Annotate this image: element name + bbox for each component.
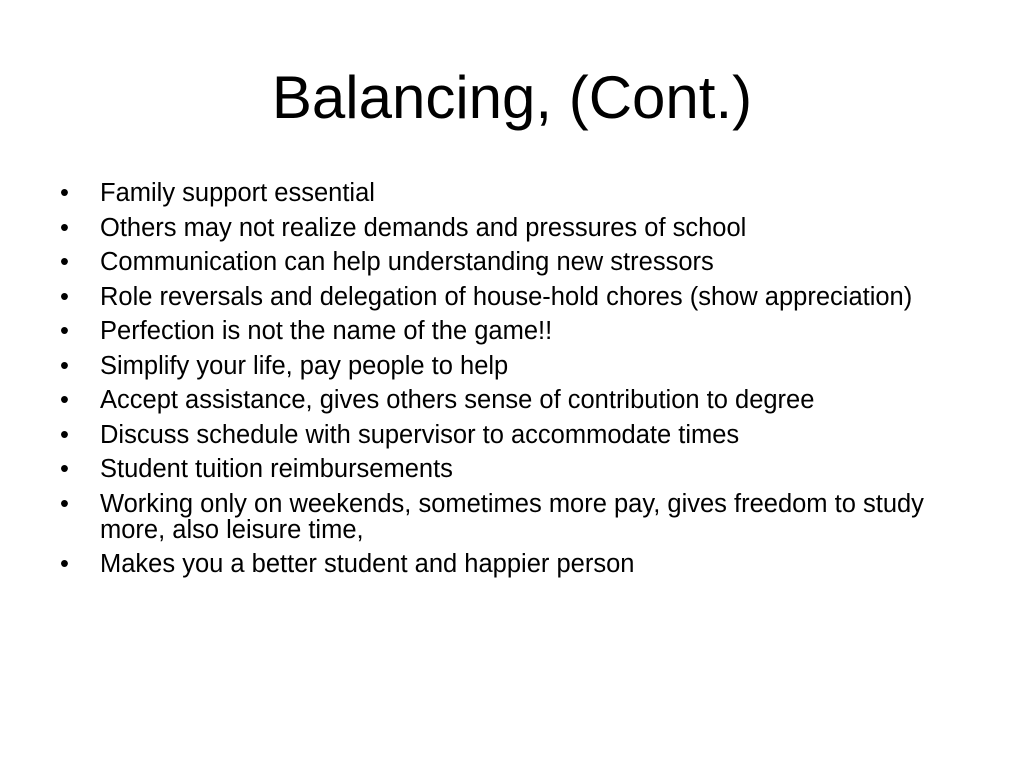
bullet-item <box>55 353 965 379</box>
bullet-item <box>55 318 965 344</box>
bullet-item <box>55 456 965 482</box>
bullet-item <box>55 180 965 206</box>
bullet-text: Accept assistance, gives others sense of contribution to degree <box>100 386 815 414</box>
bullet-text: Role reversals and delegation of house-hold chores (show appreciation) <box>100 282 913 311</box>
slide-title: Balancing, (Cont.) <box>271 64 753 131</box>
bullet-marker: • <box>60 248 69 276</box>
bullet-text: Family support essential <box>100 179 375 207</box>
bullet-marker: • <box>60 351 69 380</box>
bullet-text: Others may not realize demands and pressures of school <box>100 213 747 242</box>
bullet-marker: • <box>60 386 69 414</box>
bullet-marker: • <box>60 550 69 578</box>
bullet-marker: • <box>60 317 69 345</box>
bullet-text: Perfection is not the name of the game!! <box>100 317 553 345</box>
bullet-text: Student tuition reimbursements <box>100 455 453 483</box>
bullet-text: Discuss schedule with supervisor to accommodate times <box>100 420 740 449</box>
bullet-item <box>55 551 965 577</box>
bullet-marker: • <box>60 420 69 449</box>
bullet-marker: • <box>60 489 69 518</box>
bullet-item <box>55 215 965 241</box>
bullet-item <box>55 422 965 448</box>
bullet-list <box>55 180 965 586</box>
bullet-text: Communication can help understanding new stressors <box>100 248 714 276</box>
bullet-text: Simplify your life, pay people to help <box>100 351 509 380</box>
bullet-marker: • <box>60 455 69 483</box>
bullet-text: Working only on weekends, sometimes more pay, gives freedom to study more, also leisure time, <box>100 489 924 544</box>
bullet-item <box>55 249 965 275</box>
bullet-item <box>55 284 965 310</box>
bullet-text: Makes you a better student and happier person <box>100 550 635 578</box>
bullet-item <box>55 491 965 543</box>
bullet-marker: • <box>60 282 69 311</box>
bullet-item <box>55 387 965 413</box>
bullet-marker: • <box>60 179 69 207</box>
bullet-marker: • <box>60 213 69 242</box>
